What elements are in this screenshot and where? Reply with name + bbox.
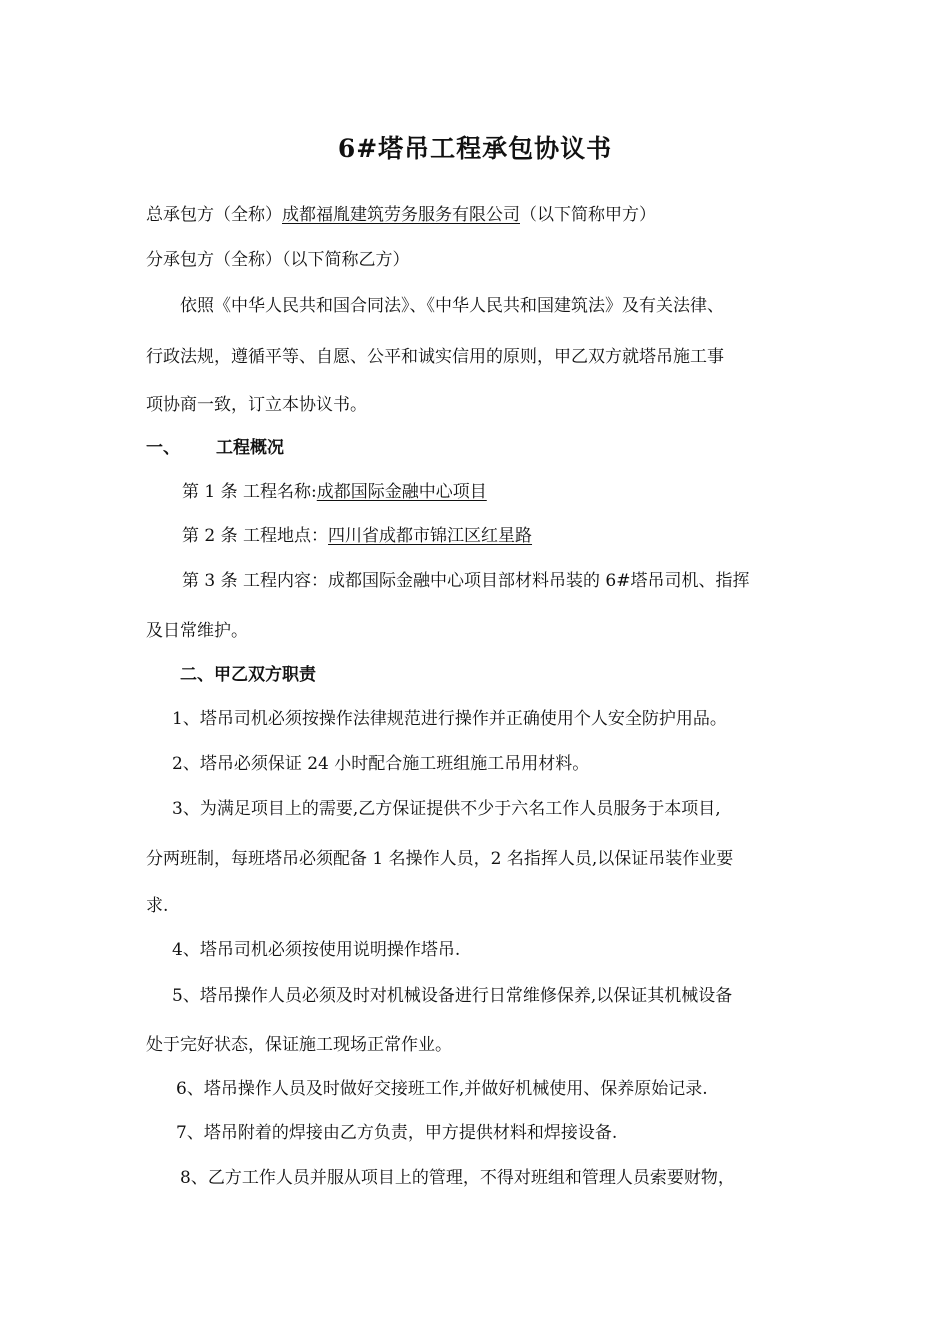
duty-item-6: 6、塔吊操作人员及时做好交接班工作,并做好机械使用、保养原始记录. (176, 1079, 708, 1099)
duty-item-3-line-2: 分两班制，每班塔吊必须配备 1 名操作人员，2 名指挥人员,以保证吊装作业要 (146, 849, 734, 869)
article-1 (182, 480, 487, 504)
duty-item-7: 7、塔吊附着的焊接由乙方负责，甲方提供材料和焊接设备. (176, 1123, 618, 1143)
section-1-title: 工程概况 (216, 438, 284, 458)
general-contractor-suffix: （以下简称甲方） (520, 205, 656, 225)
duty-item-4: 4、塔吊司机必须按使用说明操作塔吊. (172, 940, 461, 960)
project-location: 四川省成都市锦江区红星路 (328, 526, 533, 546)
intro-line-1: 依照《中华人民共和国合同法》、《中华人民共和国建筑法》及有关法律、 (180, 296, 724, 316)
subcontractor-line: 分承包方（全称）（以下简称乙方） (146, 250, 410, 270)
article-2-label: 第 2 条 工程地点： (182, 526, 329, 546)
article-3-line-1: 第 3 条 工程内容：成都国际金融中心项目部材料吊装的 6#塔吊司机、指挥 (182, 571, 750, 591)
article-1-label: 第 1 条 工程名称: (182, 482, 317, 502)
intro-line-3: 项协商一致，订立本协议书。 (146, 395, 367, 415)
duty-item-1: 1、塔吊司机必须按操作法律规范进行操作并正确使用个人安全防护用品。 (172, 709, 727, 729)
section-2-heading: 二、甲乙双方职责 (180, 665, 316, 685)
general-contractor-label: 总承包方（全称） (146, 205, 282, 225)
article-2 (182, 524, 532, 548)
general-contractor-line (146, 203, 656, 227)
intro-line-2: 行政法规，遵循平等、自愿、公平和诚实信用的原则，甲乙双方就塔吊施工事 (146, 347, 724, 367)
duty-item-3-line-3: 求. (146, 896, 169, 916)
duty-item-5-line-2: 处于完好状态，保证施工现场正常作业。 (146, 1035, 452, 1055)
general-contractor-name: 成都福胤建筑劳务服务有限公司 (282, 205, 520, 225)
duty-item-2: 2、塔吊必须保证 24 小时配合施工班组施工吊用材料。 (172, 754, 590, 774)
document-title: 6#塔吊工程承包协议书 (337, 134, 613, 163)
section-1-heading (146, 436, 284, 460)
duty-item-8: 8、乙方工作人员并服从项目上的管理，不得对班组和管理人员索要财物， (180, 1168, 735, 1188)
article-3-line-2: 及日常维护。 (146, 621, 248, 641)
section-1-number: 一、 (146, 438, 180, 458)
project-name: 成都国际金融中心项目 (316, 482, 487, 502)
duty-item-3-line-1: 3、为满足项目上的需要,乙方保证提供不少于六名工作人员服务于本项目, (172, 799, 721, 819)
duty-item-5-line-1: 5、塔吊操作人员必须及时对机械设备进行日常维修保养,以保证其机械设备 (172, 986, 733, 1006)
